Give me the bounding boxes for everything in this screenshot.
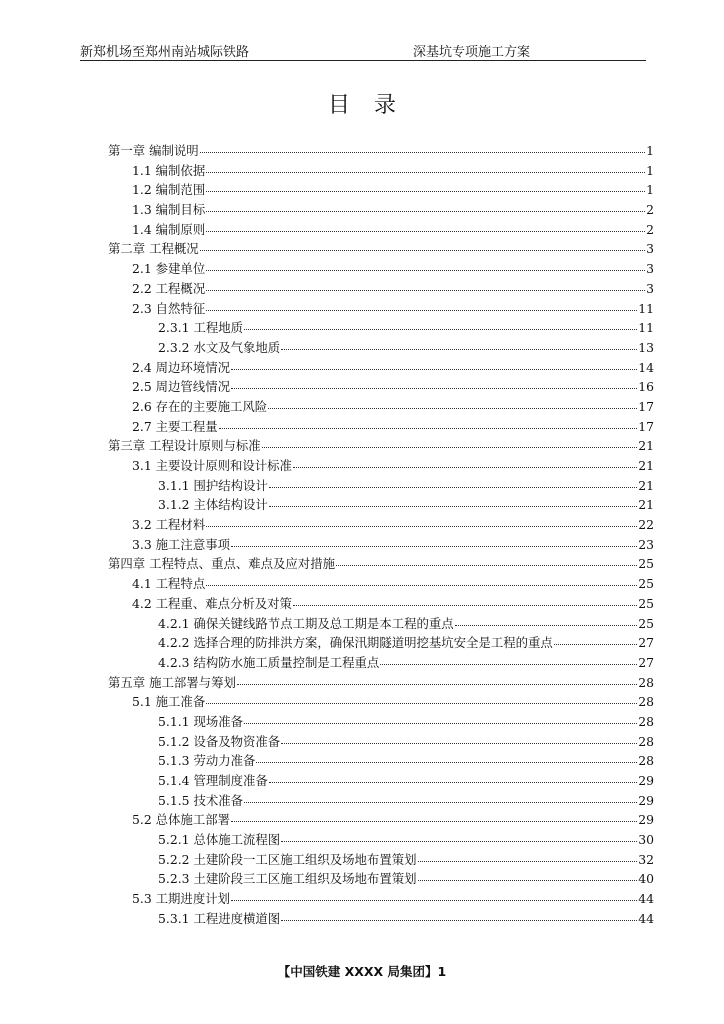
toc-entry[interactable] [108, 751, 654, 771]
toc-leader-dots [418, 879, 638, 881]
toc-entry-text: 2.5 周边管线情况 [132, 379, 230, 395]
toc-entry[interactable] [108, 338, 654, 358]
toc-page-number: 13 [638, 339, 654, 355]
toc-leader-dots [206, 230, 645, 232]
toc-entry[interactable] [108, 810, 654, 830]
toc-page-number: 1 [646, 162, 654, 178]
toc-leader-dots [206, 269, 645, 271]
toc-entry-text: 3.2 工程材料 [132, 517, 206, 533]
toc-page-number: 25 [638, 615, 654, 631]
toc-leader-dots [281, 840, 637, 842]
toc-leader-dots [281, 348, 637, 350]
toc-entry[interactable] [108, 200, 654, 220]
toc-page-number: 3 [646, 261, 654, 277]
toc-entry[interactable] [108, 574, 654, 594]
toc-leader-dots [206, 289, 645, 291]
toc-entry[interactable] [108, 771, 654, 791]
toc-entry[interactable] [108, 299, 654, 319]
toc-leader-dots [206, 190, 645, 192]
toc-entry[interactable] [108, 653, 654, 673]
toc-leader-dots [219, 427, 638, 429]
toc-entry-text: 4.2.2 选择合理的防排洪方案，确保汛期隧道明挖基坑安全是工程的重点 [158, 635, 553, 651]
toc-leader-dots [262, 446, 638, 448]
toc-page-number: 30 [638, 832, 654, 848]
toc-entry-text: 2.1 参建单位 [132, 261, 206, 277]
toc-page-number: 23 [638, 536, 654, 552]
toc-entry[interactable] [108, 377, 654, 397]
toc-leader-dots [380, 663, 637, 665]
toc-entry-text: 5.3.1 工程进度横道图 [158, 910, 281, 926]
toc-leader-dots [231, 545, 637, 547]
toc-page-number: 28 [638, 733, 654, 749]
toc-leader-dots [281, 919, 637, 921]
toc-entry-text: 4.1 工程特点 [132, 576, 206, 592]
toc-entry[interactable] [108, 673, 654, 693]
toc-entry[interactable] [108, 239, 654, 259]
table-of-contents [108, 141, 654, 929]
toc-leader-dots [206, 210, 645, 212]
toc-page-number: 29 [638, 792, 654, 808]
toc-page-number: 11 [638, 320, 654, 336]
toc-entry-text: 5.1.1 现场准备 [158, 713, 244, 729]
toc-entry-text: 5.2.3 土建阶段三工区施工组织及场地布置策划 [158, 871, 417, 887]
toc-entry-text: 2.7 主要工程量 [132, 418, 218, 434]
toc-page-number: 27 [638, 654, 654, 670]
toc-entry-text: 1.2 编制范围 [132, 182, 206, 198]
toc-entry-text: 4.2.1 确保关键线路节点工期及总工期是本工程的重点 [158, 615, 454, 631]
toc-entry-text: 第一章 编制说明 [108, 143, 199, 158]
toc-page-number: 1 [646, 143, 654, 158]
toc-entry-text: 第四章 工程特点、重点、难点及应对措施 [108, 556, 335, 572]
toc-entry[interactable] [108, 850, 654, 870]
toc-entry-text: 5.1.2 设备及物资准备 [158, 733, 281, 749]
toc-leader-dots [554, 643, 637, 645]
toc-leader-dots [237, 683, 637, 685]
toc-leader-dots [231, 387, 637, 389]
toc-entry-text: 2.2 工程概况 [132, 280, 206, 296]
toc-leader-dots [231, 899, 637, 901]
toc-entry[interactable] [108, 732, 654, 752]
toc-entry-text: 5.2 总体施工部署 [132, 812, 230, 828]
toc-page-number: 14 [638, 359, 654, 375]
page-footer: 【中国铁建 XXXX 局集团】1 [277, 964, 447, 979]
toc-entry-text: 3.1.1 围护结构设计 [158, 477, 268, 493]
toc-entry[interactable] [108, 869, 654, 889]
toc-entry-text: 3.3 施工注意事项 [132, 536, 230, 552]
toc-entry-text: 5.1.4 管理制度准备 [158, 773, 268, 788]
toc-page-number: 17 [638, 418, 654, 434]
toc-entry[interactable] [108, 417, 654, 437]
toc-entry-text: 2.6 存在的主要施工风险 [132, 398, 268, 414]
toc-page-number: 25 [638, 576, 654, 592]
toc-entry[interactable] [108, 889, 654, 909]
toc-entry-text: 1.4 编制原则 [132, 221, 206, 237]
toc-entry-text: 1.3 编制目标 [132, 202, 206, 218]
toc-entry[interactable] [108, 495, 654, 515]
toc-leader-dots [244, 722, 637, 724]
toc-entry-text: 3.1 主要设计原则和设计标准 [132, 458, 292, 473]
toc-leader-dots [293, 604, 637, 606]
header-document-title: 深基坑专项施工方案 [413, 45, 531, 60]
toc-page-number: 28 [638, 674, 654, 690]
toc-entry[interactable] [108, 554, 654, 574]
toc-entry[interactable] [108, 515, 654, 535]
toc-page-number: 17 [638, 398, 654, 414]
toc-entry[interactable] [108, 614, 654, 634]
toc-entry[interactable] [108, 535, 654, 555]
toc-entry[interactable] [108, 476, 654, 496]
toc-entry[interactable] [108, 141, 654, 161]
header-project-name: 新郑机场至郑州南站城际铁路 [80, 45, 250, 60]
toc-entry-text: 5.1.3 劳动力准备 [158, 753, 256, 769]
toc-entry[interactable] [108, 161, 654, 181]
toc-leader-dots [231, 368, 637, 370]
toc-entry-text: 3.1.2 主体结构设计 [158, 497, 268, 513]
toc-entry-text: 4.2 工程重、难点分析及对策 [132, 595, 292, 611]
toc-page-number: 44 [638, 891, 654, 907]
toc-leader-dots [206, 171, 645, 173]
toc-page-number: 21 [638, 497, 654, 513]
toc-leader-dots [455, 624, 638, 626]
toc-entry[interactable] [108, 791, 654, 811]
toc-page-number: 11 [638, 300, 654, 316]
toc-leader-dots [206, 309, 637, 311]
toc-title: 目录 [327, 93, 420, 118]
toc-page-number: 28 [638, 694, 654, 710]
toc-leader-dots [293, 466, 637, 468]
toc-leader-dots [256, 761, 637, 763]
toc-leader-dots [269, 486, 637, 488]
toc-page-number: 28 [638, 713, 654, 729]
toc-leader-dots [244, 328, 637, 330]
toc-page-number: 2 [646, 221, 654, 237]
toc-entry[interactable] [108, 358, 654, 378]
toc-page-number: 1 [646, 182, 654, 198]
toc-leader-dots [281, 742, 637, 744]
toc-page-number: 21 [638, 458, 654, 473]
toc-page-number: 22 [638, 517, 654, 533]
toc-leader-dots [336, 564, 637, 566]
toc-entry-text: 第三章 工程设计原则与标准 [108, 438, 261, 454]
toc-page-number: 21 [638, 438, 654, 454]
toc-entry[interactable] [108, 594, 654, 614]
toc-entry[interactable] [108, 436, 654, 456]
toc-entry-text: 2.3.1 工程地质 [158, 320, 244, 336]
toc-leader-dots [206, 525, 637, 527]
toc-leader-dots [206, 584, 637, 586]
toc-entry-text: 2.3 自然特征 [132, 300, 206, 316]
toc-entry-text: 5.2.1 总体施工流程图 [158, 832, 281, 848]
toc-page-number: 28 [638, 753, 654, 769]
toc-entry-text: 第二章 工程概况 [108, 241, 199, 257]
toc-entry-text: 4.2.3 结构防水施工质量控制是工程重点 [158, 654, 380, 670]
toc-entry[interactable] [108, 692, 654, 712]
toc-entry[interactable] [108, 279, 654, 299]
toc-page-number: 3 [646, 280, 654, 296]
toc-leader-dots [200, 151, 645, 153]
toc-entry[interactable] [108, 633, 654, 653]
toc-leader-dots [269, 505, 637, 507]
toc-page-number: 25 [638, 595, 654, 611]
toc-leader-dots [206, 702, 637, 704]
toc-page-number: 3 [646, 241, 654, 257]
toc-entry[interactable] [108, 180, 654, 200]
toc-leader-dots [418, 860, 638, 862]
toc-page-number: 27 [638, 635, 654, 651]
toc-page-number: 32 [638, 851, 654, 867]
toc-leader-dots [268, 407, 637, 409]
toc-page-number: 25 [638, 556, 654, 572]
toc-page-number: 29 [638, 812, 654, 828]
toc-leader-dots [244, 801, 637, 803]
toc-page-number: 29 [638, 773, 654, 788]
toc-page-number: 21 [638, 477, 654, 493]
toc-entry-text: 1.1 编制依据 [132, 162, 206, 178]
toc-entry-text: 2.4 周边环境情况 [132, 359, 230, 375]
toc-entry[interactable] [108, 259, 654, 279]
toc-page-number: 16 [638, 379, 654, 395]
toc-entry-text: 5.2.2 土建阶段一工区施工组织及场地布置策划 [158, 851, 417, 867]
toc-entry[interactable] [108, 712, 654, 732]
toc-leader-dots [269, 781, 637, 783]
toc-entry[interactable] [108, 397, 654, 417]
page-header [80, 40, 646, 61]
toc-entry[interactable] [108, 456, 654, 476]
toc-entry-text: 第五章 施工部署与筹划 [108, 674, 236, 690]
toc-page-number: 44 [638, 910, 654, 926]
toc-leader-dots [200, 249, 645, 251]
toc-entry[interactable] [108, 318, 654, 338]
toc-page-number: 40 [638, 871, 654, 887]
toc-entry[interactable] [108, 220, 654, 240]
toc-leader-dots [231, 820, 637, 822]
toc-entry-text: 5.1.5 技术准备 [158, 792, 244, 808]
toc-entry[interactable] [108, 830, 654, 850]
toc-entry-text: 5.3 工期进度计划 [132, 891, 230, 907]
toc-entry-text: 5.1 施工准备 [132, 694, 206, 710]
toc-entry-text: 2.3.2 水文及气象地质 [158, 339, 281, 355]
toc-page-number: 2 [646, 202, 654, 218]
toc-entry[interactable] [108, 909, 654, 929]
